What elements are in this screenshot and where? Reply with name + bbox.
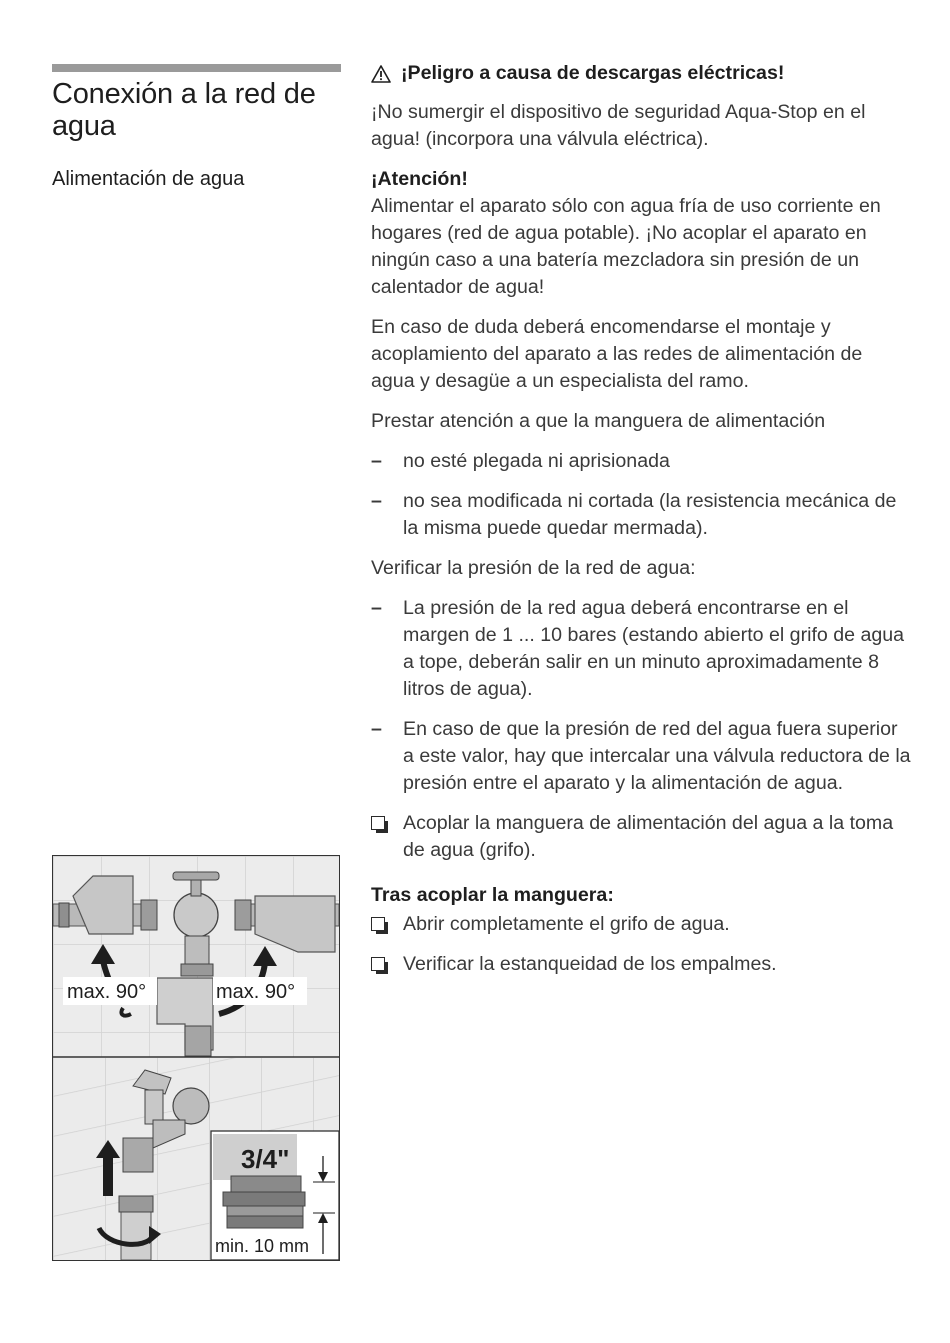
checkbox-icon (371, 957, 385, 971)
checklist-item (371, 810, 911, 864)
dash-mark: – (371, 597, 382, 619)
installation-figure (52, 855, 340, 1261)
main-content (371, 60, 911, 991)
warning-text: ¡No sumergir el dispositivo de seguridad Aqua-Stop en el agua! (incorpora una válvula eléctrica). (371, 101, 866, 150)
dash-mark: – (371, 490, 382, 512)
checklist-item (371, 951, 911, 978)
list-item (371, 716, 911, 797)
checkbox-icon (371, 917, 385, 931)
list-item (371, 595, 911, 703)
checklist-item (371, 911, 911, 938)
subsection-title: Alimentación de agua (52, 168, 245, 190)
list-item (371, 488, 911, 542)
list-item-text: En caso de que la presión de red del agua fuera superior a este valor, hay que intercalar una válvula reductora de la presión entre el aparato y la alimentación de agua. (403, 718, 911, 794)
warning-heading (371, 60, 911, 87)
step-text: Acoplar la manguera de alimentación del agua a la toma de agua (grifo). (403, 812, 894, 861)
dash-mark: – (371, 718, 382, 740)
list-item-text: La presión de la red agua deberá encontrarse en el margen de 1 ... 10 bares (estando abierto el grifo de agua a tope, deberán salir en un minuto aproximadamente 8 litros de agua). (403, 597, 905, 700)
checkbox-icon (371, 816, 385, 830)
doubt-paragraph: En caso de duda deberá encomendarse el montaje y acoplamiento del aparato a las redes de alimentación de agua y desagüe a un especialista del ramo. (371, 316, 863, 392)
after-connect-steps (371, 911, 911, 978)
after-connect-title: Tras acoplar la manguera: (371, 884, 614, 906)
dash-mark: – (371, 450, 382, 472)
hose-list (371, 448, 911, 542)
warning-title: ¡Peligro a causa de descargas eléctricas! (401, 62, 785, 84)
step-text: Verificar la estanqueidad de los empalmes. (403, 953, 777, 975)
angle-left-label: max. 90° (67, 981, 147, 1003)
step-text: Abrir completamente el grifo de agua. (403, 913, 730, 935)
section-rule (52, 64, 341, 72)
attention-text: Alimentar el aparato sólo con agua fría de uso corriente en hogares (red de agua potable). ¡No acoplar el aparato en ningún caso a una batería mezcladora sin presión de un calentador de agua! (371, 195, 881, 298)
thread-size-label: 3/4" (241, 1144, 290, 1174)
connect-step-list (371, 810, 911, 864)
attention-block (371, 166, 911, 301)
pressure-intro: Verificar la presión de la red de agua: (371, 557, 696, 579)
warning-triangle-icon (371, 65, 391, 83)
list-item-text: no esté plegada ni aprisionada (403, 450, 670, 472)
hose-intro: Prestar atención a que la manguera de alimentación (371, 410, 826, 432)
pressure-list (371, 595, 911, 797)
min-length-label: min. 10 mm (215, 1236, 310, 1256)
angle-right-label: max. 90° (216, 981, 296, 1003)
section-title: Conexión a la red de agua (52, 78, 316, 142)
list-item (371, 448, 911, 475)
attention-title: ¡Atención! (371, 168, 468, 190)
installation-illustration (53, 856, 339, 1260)
list-item-text: no sea modificada ni cortada (la resistencia mecánica de la misma puede quedar mermada). (403, 490, 897, 539)
